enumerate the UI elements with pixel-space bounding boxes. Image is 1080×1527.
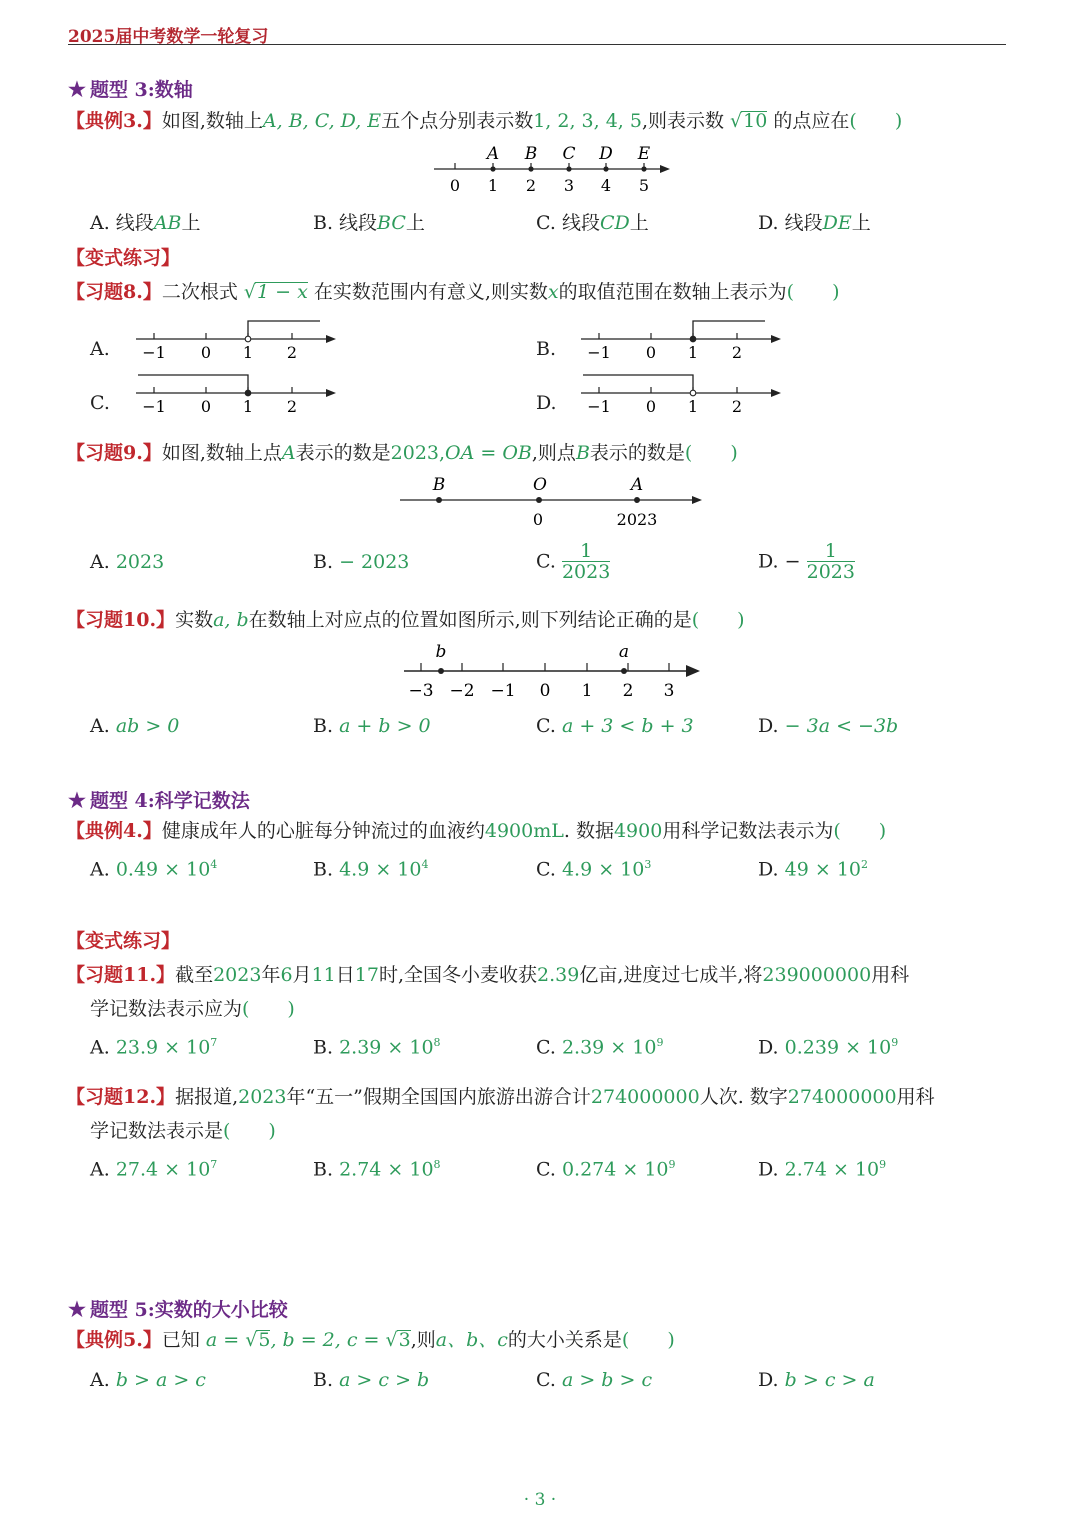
q12-option-a[interactable]: [90, 1158, 217, 1180]
axis-tick-label: 2: [622, 681, 634, 701]
section-title: 题型 3:数轴: [89, 79, 193, 101]
number-line-q9: [396, 470, 711, 532]
stem-text: 在数轴上对应点的位置如图所示,则下列结论正确的是: [248, 609, 692, 631]
number: 2023,: [390, 442, 446, 464]
star-icon: ★: [68, 77, 86, 101]
option-base: 0.49 × 10: [115, 858, 211, 881]
option-exponent: 8: [433, 1158, 441, 1171]
axis-point-o: O: [533, 475, 547, 495]
ex5-option-d[interactable]: [758, 1369, 875, 1391]
question-tag: 【习题9.】: [66, 442, 162, 464]
ex4-option-d[interactable]: [758, 858, 868, 880]
axis-point: [490, 166, 495, 171]
option-value: a > c > b: [339, 1369, 430, 1391]
option-label: B.: [313, 715, 334, 737]
stem-text: 的点应在: [773, 110, 850, 132]
option-base: 4.9 × 10: [339, 858, 422, 881]
stem-text: 人次. 数字: [699, 1086, 788, 1108]
option-value: DE: [822, 212, 852, 234]
option-label: B.: [313, 1369, 334, 1391]
option-value: AB: [153, 212, 182, 234]
radicand: 5: [258, 1329, 271, 1351]
sqrt-expression: √3: [385, 1329, 411, 1351]
option-base: 2.39 × 10: [339, 1036, 434, 1059]
sqrt-expression: √10: [724, 110, 768, 132]
option-suffix: 上: [405, 212, 425, 234]
option-label: A. 线段: [90, 212, 154, 234]
stem-text: 用科学记数法表示为: [662, 820, 834, 842]
value: 11: [311, 964, 336, 986]
question-11-stem-line2: [90, 997, 295, 1021]
axis-tick-label: 1: [487, 176, 499, 195]
ex5-option-b[interactable]: [313, 1369, 429, 1391]
point-name: B: [575, 442, 590, 464]
axis-tick-label: 0: [539, 681, 551, 701]
radicand: 10: [743, 110, 768, 132]
question-tag: 【习题11.】: [66, 964, 176, 986]
ex3-option-c[interactable]: [536, 208, 649, 235]
option-label: A.: [90, 1158, 110, 1181]
axis-point-label: C: [562, 144, 576, 164]
denominator: 2023: [806, 561, 855, 583]
axis-tick-label: 1: [242, 397, 254, 416]
axis-tick-label: −1: [490, 681, 516, 701]
q8-line-c: [130, 366, 345, 421]
answer-paren: ( ): [621, 1329, 675, 1351]
equation: OA = OB: [445, 442, 532, 464]
option-label: B.: [313, 1036, 334, 1059]
option-value: b > c > a: [784, 1369, 875, 1391]
ex3-option-a[interactable]: [90, 208, 201, 235]
axis-point-b: B: [432, 475, 446, 495]
stem-text: 如图,数轴上: [161, 110, 263, 132]
option-label: D.: [758, 1158, 779, 1181]
expression: , b = 2, c =: [270, 1329, 386, 1351]
value: 17: [354, 964, 379, 986]
stem-text: ,则: [410, 1329, 436, 1351]
option-exponent: 4: [421, 858, 429, 871]
fraction: [807, 541, 855, 582]
axis-tick-label: 1: [687, 397, 699, 416]
ex3-option-d[interactable]: [758, 208, 871, 235]
question-tag: 【习题8.】: [66, 281, 162, 303]
axis-tick-2023: 2023: [616, 510, 658, 529]
axis-tick-label: 3: [563, 176, 575, 195]
option-label: C.: [536, 1369, 556, 1391]
stem-text: 截至: [175, 964, 214, 986]
ex4-option-a[interactable]: [90, 858, 217, 880]
q8-option-a-label[interactable]: A.: [90, 338, 110, 360]
q12-option-b[interactable]: [313, 1158, 441, 1180]
option-value: a + 3 < b + 3: [561, 715, 694, 737]
stem-text: 如图,数轴上点: [161, 442, 282, 464]
stem-text: 年: [261, 964, 281, 986]
axis-tick-label: −1: [587, 343, 611, 362]
answer-paren: ( ): [786, 281, 840, 303]
q8-line-b: [575, 312, 790, 367]
option-value: 2023: [115, 551, 165, 573]
option-exponent: 9: [891, 1036, 899, 1049]
axis-tick-label: 2: [286, 397, 298, 416]
axis-tick-label: 0: [645, 397, 657, 416]
axis-arrow: [771, 389, 781, 397]
option-value: − 2023: [339, 551, 410, 573]
answer-paren: ( ): [849, 110, 903, 132]
stem-text: 的取值范围在数轴上表示为: [558, 281, 787, 303]
q9-option-b[interactable]: [313, 551, 409, 573]
section-title: 题型 5:实数的大小比较: [89, 1299, 288, 1321]
axis-point: [528, 166, 533, 171]
ex3-option-b[interactable]: [313, 208, 425, 235]
ex4-option-b[interactable]: [313, 858, 428, 880]
axis-tick-label: 2: [731, 343, 743, 362]
star-icon: ★: [68, 1297, 86, 1321]
axis-tick-label: −1: [142, 343, 166, 362]
variables: a、b、c: [435, 1329, 508, 1351]
option-value: a > b > c: [561, 1369, 653, 1391]
option-label: C.: [536, 858, 556, 881]
option-label: C. 线段: [536, 212, 600, 234]
option-base: 2.74 × 10: [784, 1158, 880, 1181]
axis-tick-label: 1: [687, 343, 699, 362]
variant-practice-title: 【变式练习】: [66, 247, 181, 269]
q11-option-d[interactable]: [758, 1036, 898, 1058]
number-line-q10: [400, 640, 705, 705]
value: 239000000: [762, 964, 872, 986]
stem-text: 月: [292, 964, 312, 986]
answer-paren: ( ): [684, 442, 738, 464]
answer-paren: ( ): [242, 998, 295, 1020]
axis-point-a: A: [630, 475, 644, 495]
value: 4900: [613, 820, 663, 842]
option-exponent: 9: [879, 1158, 887, 1171]
stem-text: 二次根式: [161, 281, 238, 303]
option-label: D. 线段: [758, 212, 823, 234]
solution-ray: [248, 321, 320, 339]
axis-point-label: B: [524, 144, 538, 164]
q10-option-d[interactable]: [758, 715, 898, 737]
axis-point: [566, 166, 571, 171]
question-tag: 【习题12.】: [66, 1086, 176, 1108]
value: 6: [280, 964, 293, 986]
option-base: 49 × 10: [784, 858, 862, 881]
axis-point: [438, 668, 444, 674]
option-base: 23.9 × 10: [115, 1036, 211, 1059]
radicand: 1 − x: [257, 281, 308, 303]
answer-paren: ( ): [223, 1120, 276, 1142]
option-base: 0.274 × 10: [561, 1158, 669, 1181]
closed-point: [245, 390, 251, 396]
question-tag: 【典例5.】: [66, 1329, 162, 1351]
option-label: A.: [90, 551, 110, 573]
stem-text: 已知: [161, 1329, 200, 1351]
stem-text: 五个点分别表示数: [381, 110, 534, 132]
value: 274000000: [787, 1086, 897, 1108]
radicand: 3: [398, 1329, 411, 1351]
value: 2.39: [537, 964, 580, 986]
q8-line-a: [130, 312, 345, 367]
q9-option-c[interactable]: [536, 541, 610, 582]
axis-point-label: a: [618, 642, 630, 662]
section-heading-3: [68, 75, 193, 102]
option-label: D.: [758, 1369, 779, 1391]
option-label: D.: [758, 858, 779, 881]
q9-option-a[interactable]: [90, 551, 164, 573]
option-label: C.: [536, 550, 556, 573]
expression: a =: [205, 1329, 246, 1351]
stem-text: 实数: [175, 609, 214, 631]
option-value: a + b > 0: [339, 715, 431, 737]
option-label: B.: [313, 858, 334, 881]
option-value: BC: [377, 212, 406, 234]
question-9-stem: [66, 441, 738, 465]
stem-text: 健康成年人的心脏每分钟流过的血液约: [161, 820, 485, 842]
axis-point-label: A: [486, 144, 500, 164]
axis-tick-label: −2: [449, 681, 475, 701]
q12-option-d[interactable]: [758, 1158, 886, 1180]
variable: x: [547, 281, 559, 303]
numerator: 1: [562, 541, 610, 562]
section-title: 题型 4:科学记数法: [89, 790, 250, 812]
q8-option-d-label[interactable]: D.: [536, 392, 557, 414]
axis-arrow: [326, 335, 336, 343]
axis-tick-label: 0: [200, 397, 212, 416]
axis-arrow: [771, 335, 781, 343]
option-label: A.: [90, 1369, 110, 1391]
ex5-option-c[interactable]: [536, 1369, 652, 1391]
stem-text: 年“五一”假期全国国内旅游出游合计: [286, 1086, 591, 1108]
option-base: 27.4 × 10: [115, 1158, 211, 1181]
option-exponent: 9: [668, 1158, 676, 1171]
axis-tick-label: 2: [286, 343, 298, 362]
question-tag: 【典例4.】: [66, 820, 162, 842]
option-exponent: 7: [210, 1036, 218, 1049]
point-names: A, B, C, D, E: [262, 110, 382, 132]
q11-option-a[interactable]: [90, 1036, 217, 1058]
point-name: A: [281, 442, 296, 464]
option-label: B.: [313, 1158, 334, 1181]
q12-option-c[interactable]: [536, 1158, 676, 1180]
option-exponent: 2: [861, 858, 869, 871]
q8-line-d: [575, 366, 790, 421]
value: 4900mL: [484, 820, 564, 842]
stem-text: ,则点: [531, 442, 576, 464]
option-label: C.: [536, 1158, 556, 1181]
axis-point-label: b: [435, 642, 447, 662]
q10-option-a[interactable]: [90, 715, 179, 737]
option-suffix: 上: [181, 212, 201, 234]
option-label: D.: [758, 715, 779, 737]
question-tag: 【习题10.】: [66, 609, 176, 631]
question-11-stem: [66, 963, 909, 987]
open-point: [690, 390, 696, 396]
axis-tick-label: 1: [242, 343, 254, 362]
example-4-stem: [66, 819, 886, 843]
option-label: C.: [536, 715, 556, 737]
axis-tick-label: −3: [408, 681, 434, 701]
option-label: D.: [758, 1036, 779, 1059]
axis-tick-label: 5: [638, 176, 650, 195]
fraction: [562, 541, 610, 582]
option-base: 0.239 × 10: [784, 1036, 892, 1059]
section-heading-5: [68, 1295, 288, 1322]
option-base: 2.39 × 10: [561, 1036, 657, 1059]
option-exponent: 7: [210, 1158, 218, 1171]
axis-tick-label: 3: [663, 681, 675, 701]
option-value: CD: [599, 212, 630, 234]
question-8-stem: [66, 280, 839, 304]
option-label: A.: [90, 858, 110, 881]
value: 2023: [238, 1086, 287, 1108]
axis-tick-label: 2: [731, 397, 743, 416]
axis-tick-label: 4: [600, 176, 612, 195]
page-number: · 3 ·: [523, 1490, 557, 1510]
axis-point: [621, 668, 627, 674]
question-12-stem: [66, 1085, 935, 1109]
option-label: A.: [90, 1036, 110, 1059]
stem-text: . 数据: [563, 820, 614, 842]
stem-text: 学记数法表示是: [90, 1120, 224, 1142]
question-12-stem-line2: [90, 1119, 276, 1143]
stem-text: 学记数法表示应为: [90, 998, 243, 1020]
option-suffix: 上: [851, 212, 871, 234]
option-label: B.: [313, 551, 334, 573]
example-3-stem: [66, 109, 902, 133]
option-exponent: 9: [656, 1036, 664, 1049]
answer-paren: ( ): [833, 820, 887, 842]
ex4-option-c[interactable]: [536, 858, 651, 880]
answer-paren: ( ): [691, 609, 745, 631]
stem-text: 用科: [871, 964, 910, 986]
variant-practice-title: 【变式练习】: [66, 930, 181, 952]
q11-option-c[interactable]: [536, 1036, 663, 1058]
q10-option-b[interactable]: [313, 715, 431, 737]
number-line-ex3: [430, 140, 680, 198]
value: 274000000: [590, 1086, 700, 1108]
q8-option-b-label[interactable]: B.: [536, 338, 557, 360]
axis-tick-label: 0: [449, 176, 461, 195]
closed-point: [690, 336, 696, 342]
axis-tick-label: 0: [200, 343, 212, 362]
stem-text: ,则表示数: [641, 110, 725, 132]
axis-point-label: E: [637, 144, 651, 164]
stem-text: 表示的数是: [295, 442, 391, 464]
axis-arrow: [326, 389, 336, 397]
q10-option-c[interactable]: [536, 715, 694, 737]
option-value: ab > 0: [115, 715, 180, 737]
stem-text: 的大小关系是: [507, 1329, 622, 1351]
option-value: − 3a < −3b: [784, 715, 899, 737]
question-tag: 【典例3.】: [66, 110, 162, 132]
option-value: b > a > c: [115, 1369, 206, 1391]
axis-tick-label: 2: [525, 176, 537, 195]
variables: a, b: [213, 609, 249, 631]
axis-point: [603, 166, 608, 171]
option-label: B. 线段: [313, 212, 378, 234]
option-exponent: 8: [433, 1036, 441, 1049]
stem-text: 表示的数是: [589, 442, 685, 464]
q9-option-d[interactable]: [758, 541, 855, 582]
axis-tick-label: −1: [142, 397, 166, 416]
stem-text: 日: [335, 964, 355, 986]
open-point: [245, 336, 251, 342]
axis-point: [641, 166, 646, 171]
numbers: 1, 2, 3, 4, 5: [533, 110, 642, 132]
option-base: 2.74 × 10: [339, 1158, 434, 1181]
section-heading-4: [68, 786, 250, 813]
option-base: 4.9 × 10: [561, 858, 645, 881]
denominator: 2023: [561, 561, 611, 583]
stem-text: 在实数范围内有意义,则实数: [313, 281, 548, 303]
stem-text: 据报道,: [175, 1086, 239, 1108]
q11-option-b[interactable]: [313, 1036, 441, 1058]
axis-tick-label: 1: [581, 681, 593, 701]
option-label: C.: [536, 1036, 556, 1059]
question-10-stem: [66, 608, 745, 632]
option-suffix: 上: [629, 212, 649, 234]
value: 2023: [213, 964, 262, 986]
example-5-stem: [66, 1328, 675, 1352]
sqrt-expression: √1 − x: [237, 281, 308, 303]
q8-option-c-label[interactable]: C.: [90, 392, 110, 414]
ex5-option-a[interactable]: [90, 1369, 206, 1391]
header-rule: [68, 44, 1006, 45]
option-label: A.: [90, 715, 110, 737]
option-label: D. −: [758, 550, 801, 573]
sqrt-expression: √5: [245, 1329, 271, 1351]
axis-tick-label: 0: [645, 343, 657, 362]
axis-point-label: D: [599, 144, 613, 164]
star-icon: ★: [68, 788, 86, 812]
stem-text: 用科: [896, 1086, 935, 1108]
axis-tick-label: −1: [587, 397, 611, 416]
solution-ray: [693, 321, 765, 339]
stem-text: 亿亩,进度过七成半,将: [579, 964, 763, 986]
numerator: 1: [807, 541, 855, 562]
header-title: 2025届中考数学一轮复习: [68, 27, 269, 47]
option-exponent: 4: [210, 858, 218, 871]
axis-tick-0: 0: [532, 510, 544, 529]
stem-text: 时,全国冬小麦收获: [378, 964, 537, 986]
option-exponent: 3: [644, 858, 652, 871]
